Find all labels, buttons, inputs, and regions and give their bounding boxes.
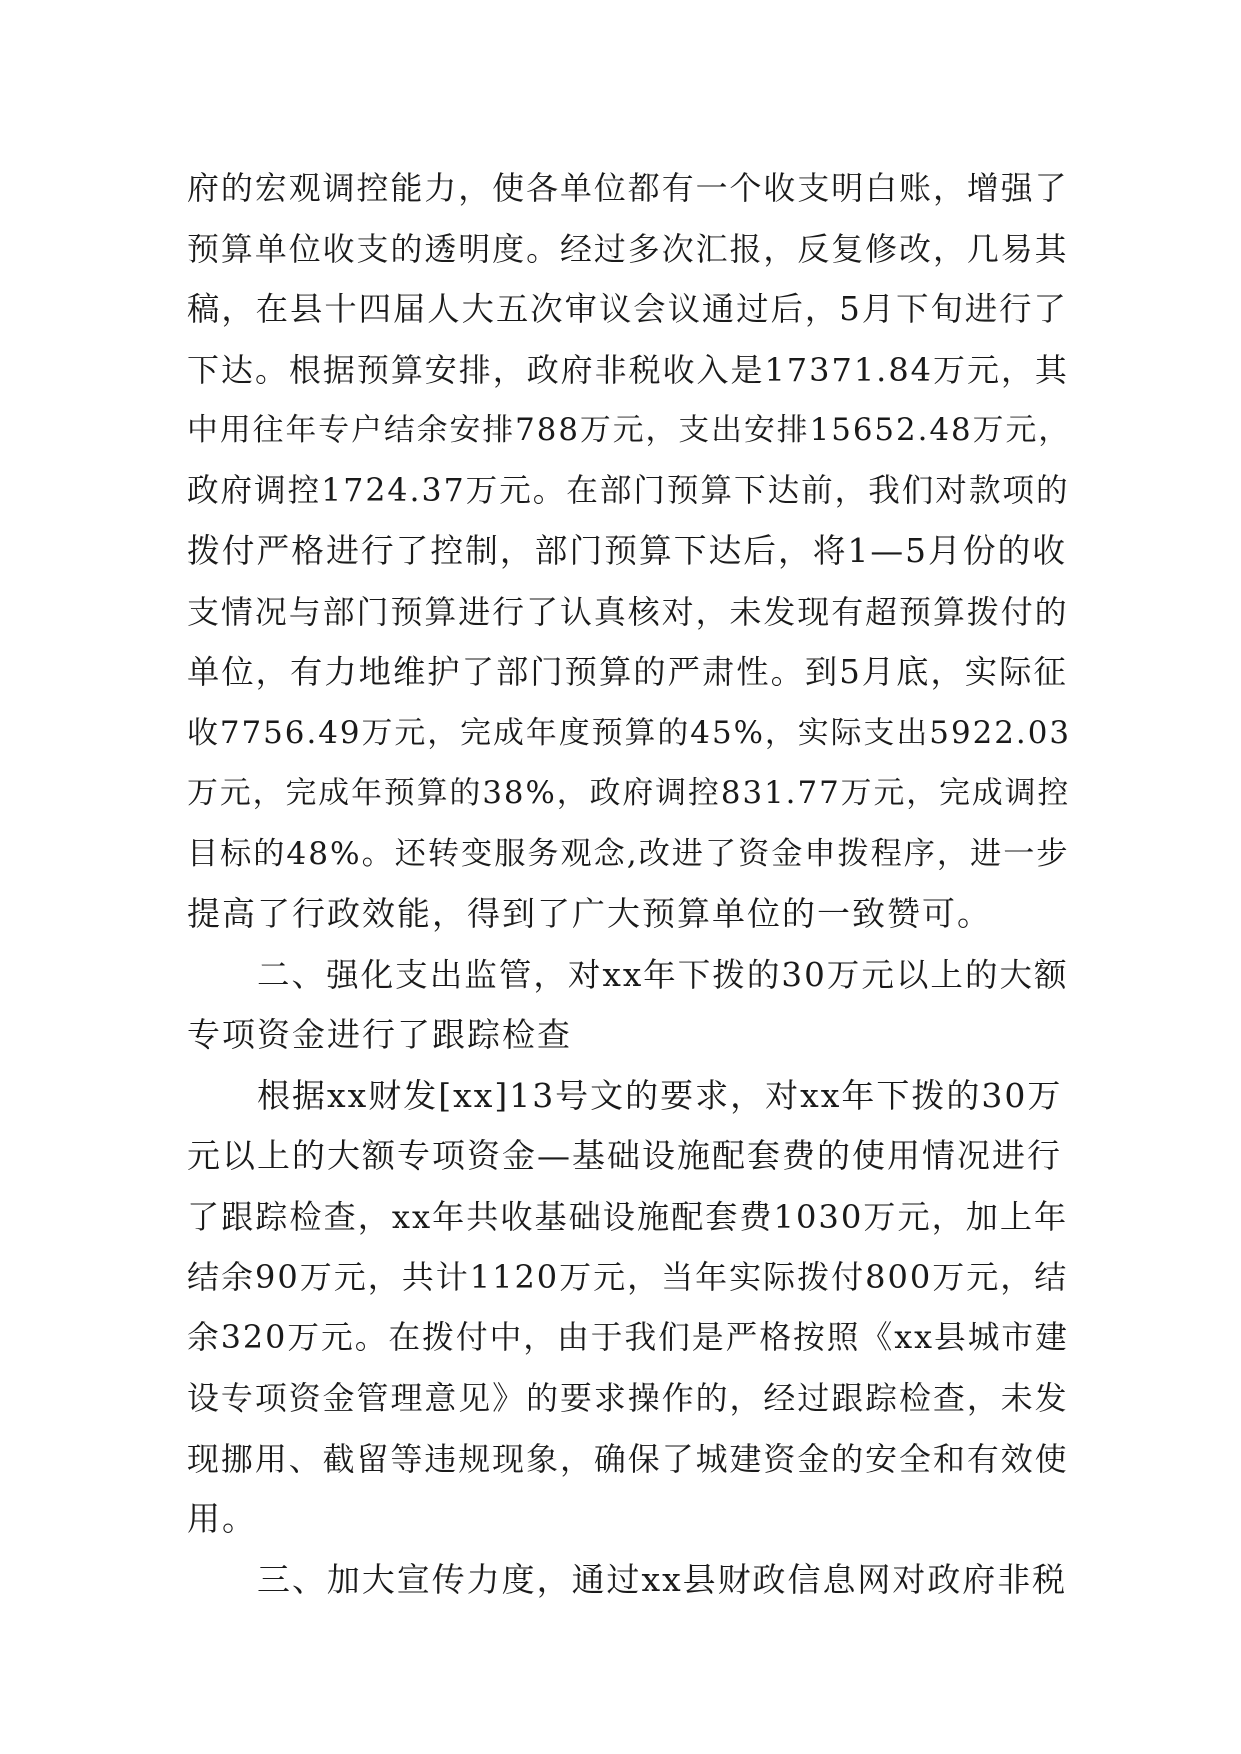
text-line: 专项资金进行了跟踪检查: [187, 1015, 572, 1054]
text-line: 支情况与部门预算进行了认真核对，未发现有超预算拨付的: [187, 592, 1069, 631]
text-line: 根据xx财发[xx]13号文的要求，对xx年下拨的30万: [257, 1075, 1063, 1115]
document-body: [187, 158, 1072, 1610]
text-line: 预算单位收支的透明度。经过多次汇报，反复修改，几易其: [187, 229, 1069, 268]
text-line: 单位，有力地维护了部门预算的严肃性。到5月底，实际征: [187, 653, 1068, 691]
text-line: 拨付严格进行了控制，部门预算下达后，将1—5月份的收: [187, 532, 1068, 570]
text-line: 设专项资金管理意见》的要求操作的，经过跟踪检查，未发: [187, 1379, 1069, 1417]
text-line: 了跟踪检查，xx年共收基础设施配套费1030万元，加上年: [187, 1197, 1069, 1236]
text-line: 万元，完成年预算的38%，政府调控831.77万元，完成调控: [187, 775, 1071, 811]
text-line: 三、加大宣传力度，通过xx县财政信息网对政府非税: [257, 1559, 1068, 1599]
text-line: 政府调控1724.37万元。在部门预算下达前，我们对款项的: [187, 472, 1070, 509]
text-line: 结余90万元，共计1120万元，当年实际拨付800万元，结: [187, 1258, 1069, 1296]
text-line: 二、强化支出监管，对xx年下拨的30万元以上的大额: [257, 955, 1069, 994]
text-line: 目标的48%。还转变服务观念,改进了资金申拨程序，进一步: [187, 835, 1070, 872]
text-line: 元以上的大额专项资金—基础设施配套费的使用情况进行: [187, 1136, 1062, 1175]
text-line: 中用往年专户结余安排788万元，支出安排15652.48万元，: [187, 412, 1072, 448]
text-line: 收7756.49万元，完成年度预算的45%，实际支出5922.03: [187, 714, 1071, 751]
text-line: 府的宏观调控能力，使各单位都有一个收支明白账，增强了: [187, 169, 1069, 207]
text-line: 下达。根据预算安排，政府非税收入是17371.84万元，其: [187, 350, 1069, 389]
text-line: 现挪用、截留等违规现象，确保了城建资金的安全和有效使: [187, 1439, 1069, 1478]
text-line: 余320万元。在拨付中，由于我们是严格按照《xx县城市建: [187, 1319, 1069, 1356]
text-line: 提高了行政效能，得到了广大预算单位的一致赞可。: [187, 894, 992, 933]
text-line: 稿，在县十四届人大五次审议会议通过后，5月下旬进行了: [187, 290, 1068, 328]
text-line: 用。: [187, 1499, 257, 1538]
